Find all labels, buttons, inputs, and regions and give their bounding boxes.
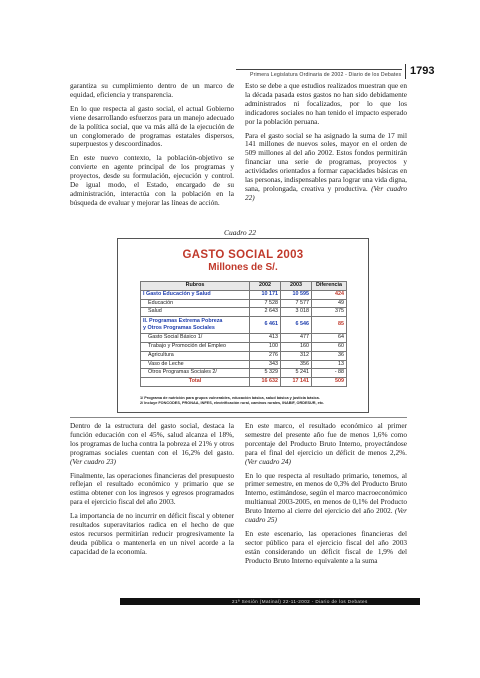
left-column-top [70,82,234,213]
table-row [141,351,347,360]
row-label-line: II. Programas Extrema Pobreza [143,317,223,324]
table-row [141,360,347,369]
cell-diferencia: 49 [312,299,347,308]
header-cell: 2002 [250,282,281,291]
paragraph-text: En este marco, el resultado económico al primer semestre del presente año fue de menos 1,6% como porcentaje del Producto Bruto Interno, proyectándose para el final del ejercicio un déficit de menos 2,2%. [245,421,407,457]
cell-2003: 312 [281,351,312,360]
cell-2002: 413 [250,334,281,343]
cell-2002: 10 171 [250,290,281,299]
header-separator [405,64,406,79]
row-label: Gasto Social Básico 1/ [141,334,250,343]
right-column-top [245,82,407,208]
page-number: 1793 [410,65,435,77]
table-row [141,369,347,378]
table-reference: (Ver cuadro 22) [245,183,407,202]
left-column-bottom [70,422,234,562]
cell-diferencia: 60 [312,342,347,351]
table-row [141,334,347,343]
paragraph: Finalmente, las operaciones financieras del presupuesto reflejan el resultado económico y primario que se estima obtener con los ingresos y egresos programados para el ejercicio fiscal del año 2003. [70,470,234,507]
table-reference: (Ver cuadro 24) [245,456,291,466]
cell-2003: 5 241 [281,369,312,378]
cell-2003: 17 141 [281,378,312,387]
row-label: Agricultura [141,351,250,360]
paragraph: En lo que respecta al gasto social, el actual Gobierno viene desarrollando esfuerzos para un manejo adecuado de la política social, que va más allá de la ejecución de un conglomerado de programas estatales dispersos, superpuestos y descoordinados. [70,103,234,149]
cell-diferencia: 85 [312,317,347,334]
row-label: Trabajo y Promoción del Empleo [141,342,250,351]
paragraph-text: Para el gasto social se ha asignado la suma de 17 mil 141 millones de nuevos soles, mayor en el orden de 509 millones al del año 2002. Estos fondos permitirán financiar una serie de programas, proyectos y actividades orientados a formar capacidades básicas en las personas, indispensables para lograr una vida digna, sana, prolongada, creativa y productiva. [245,130,407,193]
gasto-social-table [140,281,347,387]
footer-text: 21ª Sesión (Matinal) 22-11-2002 - Diario de los Debates [232,599,368,604]
table-subtitle: Millones de S/. [208,262,278,273]
table-row [141,290,347,299]
right-column-bottom [245,422,407,571]
paragraph: La importancia de no incurrir en déficit fiscal y obtener resultados superavitarios radica en el hecho de que estos recursos permitirían reducir progresivamente la deuda pública o mantenerla en un nivel acorde a la capacidad de la economía. [70,511,234,556]
row-label: Salud [141,308,250,317]
table-notes [140,396,350,406]
total-label: Total [141,378,250,387]
table-note: 2/ Incluye FONCODES, PRONAA, INFES, electrificación rural, caminos rurales, INABIF, ORDESUR, etc. [140,400,325,405]
paragraph: En este nuevo contexto, la población-objetivo se convierte en agente principal de los programas y proyectos, desde su formulación, ejecución y control. De igual modo, el Estado, encargado de su administración, interactúa con la población en la búsqueda de evaluar y mejorar las líneas de acción. [70,153,234,207]
cell-2002: 100 [250,342,281,351]
paragraph [245,132,407,203]
row-label: I Gasto Educación y Salud [141,290,250,299]
row-label: Vaso de Leche [141,360,250,369]
cell-2002: 7 528 [250,299,281,308]
paragraph: garantiza su cumplimiento dentro de un marco de equidad, eficiencia y transparencia. [70,81,234,99]
table-header-row [141,282,347,291]
cell-2003: 10 595 [281,290,312,299]
cell-diferencia: 64 [312,334,347,343]
paragraph [245,422,407,467]
table-title: GASTO SOCIAL 2003 [182,249,304,261]
table-caption: Cuadro 22 [223,228,257,237]
table-row [141,342,347,351]
cell-2003: 477 [281,334,312,343]
row-label [141,317,250,334]
table-row [141,308,347,317]
cell-diferencia: - 88 [312,369,347,378]
table-figure [117,238,369,413]
running-title: Primera Legislatura Ordinaria de 2002 - Diario de los Debates [250,72,402,78]
paragraph: En este escenario, las operaciones financieras del sector público para el ejercicio fiscal del año 2003 están considerando un déficit fiscal de 1,9% del Producto Bruto Interno equivalente a la suma [245,528,407,565]
paragraph-text: En lo que respecta al resultado primario, tenemos, al primer semestre, en menos de 0,3% del Producto Bruto Interno, estimándose, según el marco macroeconómico multianual 2003-2005, en menos de 0,1% del Producto Bruto Interno al cierre del ejercicio del año 2002. [245,470,407,516]
table-row [141,299,347,308]
cell-2002: 6 461 [250,317,281,334]
footer-bar [120,598,420,605]
cell-diferencia: 36 [312,351,347,360]
cell-2003: 356 [281,360,312,369]
cell-diferencia: 13 [312,360,347,369]
row-label: Educación [141,299,250,308]
paragraph: Esto se debe a que estudios realizados muestran que en la década pasada estos gastos no han sido debidamente administrados ni focalizados, por lo que los indicadores sociales no han tenido el impacto esperado por la población peruana. [245,81,407,126]
header-cell: Rubros [141,282,250,291]
table-reference: (Ver cuadro 25) [245,506,407,525]
cell-2002: 2 643 [250,308,281,317]
header-cell: 2003 [281,282,312,291]
cell-2002: 276 [250,351,281,360]
paragraph [245,472,407,525]
cell-2003: 160 [281,342,312,351]
cell-diferencia: 375 [312,308,347,317]
header-rule [236,69,402,70]
header-cell: Diferencia [312,282,347,291]
cell-2002: 5 329 [250,369,281,378]
cell-2002: 343 [250,360,281,369]
table-note: 1/ Programa de nutrición para grupos vulnerables, educación básica, salud básica y justicia básica. [140,396,320,400]
cell-2003: 6 546 [281,317,312,334]
row-label-line: y Otros Programas Sociales [143,325,215,332]
table-row [141,317,347,334]
table-total-row [141,378,347,387]
section-divider [70,417,407,418]
row-label: Otros Programas Sociales 2/ [141,369,250,378]
table-reference: (Ver cuadro 23) [70,456,116,466]
paragraph [70,422,234,467]
cell-2003: 3 018 [281,308,312,317]
cell-diferencia: 424 [312,290,347,299]
cell-diferencia: 509 [312,378,347,387]
cell-2003: 7 577 [281,299,312,308]
cell-2002: 16 632 [250,378,281,387]
paragraph-text: Dentro de la estructura del gasto social, destaca la función educación con el 45%, salud alcanza el 18%, los programas de lucha contra la pobreza el 21% y otros programas sociales cuentan con el 16,2% del gasto. [70,421,234,457]
